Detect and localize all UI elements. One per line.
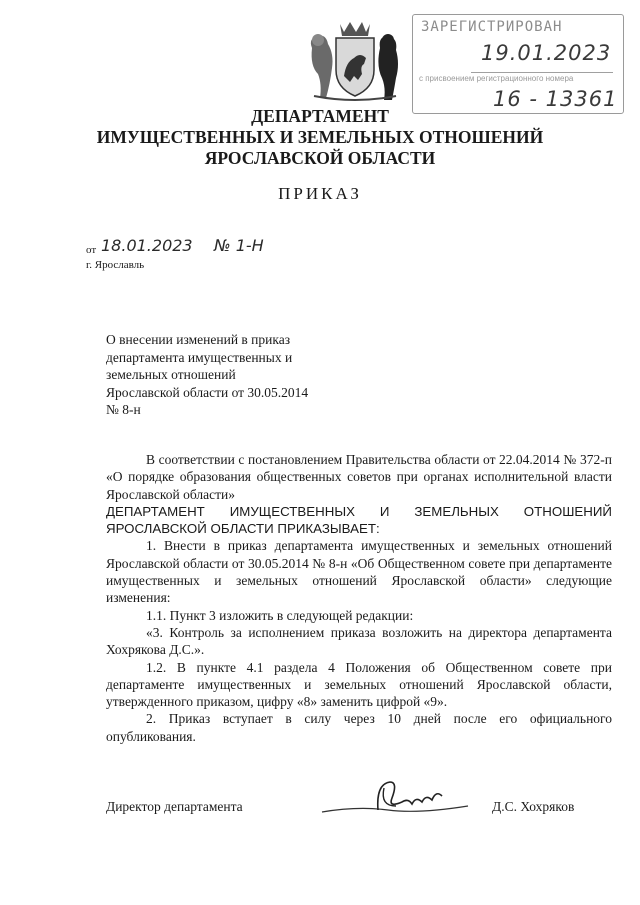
order-number: № 1-Н bbox=[214, 236, 264, 255]
subject-line: земельных отношений bbox=[106, 367, 236, 382]
subject-line: департамента имущественных и bbox=[106, 349, 293, 365]
header-line-2: ИМУЩЕСТВЕННЫХ И ЗЕМЕЛЬНЫХ ОТНОШЕНИЙ bbox=[96, 127, 544, 147]
subject-block bbox=[106, 331, 366, 419]
subject-line: Ярославской области от 30.05.2014 bbox=[106, 384, 309, 400]
item-1-paragraph: 1. Внести в приказ департамента имущественных и земельных отношений Ярославской области от 30.05.2014 № 8-н «Об Общественном совете при департаменте имущественных и земельных отношений Ярославской области» следующие изменения: bbox=[106, 538, 612, 606]
document-body bbox=[106, 451, 612, 745]
coat-of-arms-emblem bbox=[300, 18, 408, 102]
order-date: 18.01.2023 bbox=[101, 236, 193, 255]
item-1-1-text-paragraph: «3. Контроль за исполнением приказа возложить на директора департамента Хохрякова Д.С.». bbox=[106, 624, 612, 658]
stamp-registration-number: 16 - 13361 bbox=[493, 87, 618, 111]
item-1-1-paragraph: 1.1. Пункт 3 изложить в следующей редакции: bbox=[146, 607, 414, 623]
stamp-note: с присвоением регистрационного номера bbox=[419, 74, 574, 83]
header-line-1: ДЕПАРТАМЕНТ bbox=[251, 106, 389, 126]
decree-paragraph: ДЕПАРТАМЕНТ ИМУЩЕСТВЕННЫХ И ЗЕМЕЛЬНЫХ ОТНОШЕНИЙ ЯРОСЛАВСКОЙ ОБЛАСТИ ПРИКАЗЫВАЕТ: bbox=[106, 503, 612, 537]
registration-stamp bbox=[412, 14, 624, 114]
document-type: ПРИКАЗ bbox=[278, 184, 362, 203]
item-1-2-paragraph: 1.2. В пункте 4.1 раздела 4 Положения об Общественном совете при департаменте имущественных и земельных отношений Ярославской области, утвержденного приказом, цифру «8» заменить цифрой «9». bbox=[106, 659, 612, 710]
signatory-name: Д.С. Хохряков bbox=[492, 799, 575, 814]
signatory-role: Директор департамента bbox=[106, 799, 243, 814]
preamble-paragraph: В соответствии с постановлением Правительства области от 22.04.2014 № 372-п «О порядке образования общественных советов при органах исполнительной власти Ярославской области» bbox=[106, 452, 612, 502]
item-2-paragraph: 2. Приказ вступает в силу через 10 дней после его официального опубликования. bbox=[106, 711, 612, 744]
subject-line: № 8-н bbox=[106, 402, 141, 417]
handwritten-signature bbox=[318, 776, 478, 824]
stamp-divider bbox=[471, 72, 613, 73]
header-line-3: ЯРОСЛАВСКОЙ ОБЛАСТИ bbox=[204, 148, 436, 168]
order-city: г. Ярославль bbox=[86, 259, 145, 271]
stamp-date: 19.01.2023 bbox=[481, 41, 612, 65]
order-from-prefix: от bbox=[86, 244, 97, 256]
stamp-title: ЗАРЕГИСТРИРОВАН bbox=[421, 19, 563, 35]
subject-line: О внесении изменений в приказ bbox=[106, 332, 291, 347]
